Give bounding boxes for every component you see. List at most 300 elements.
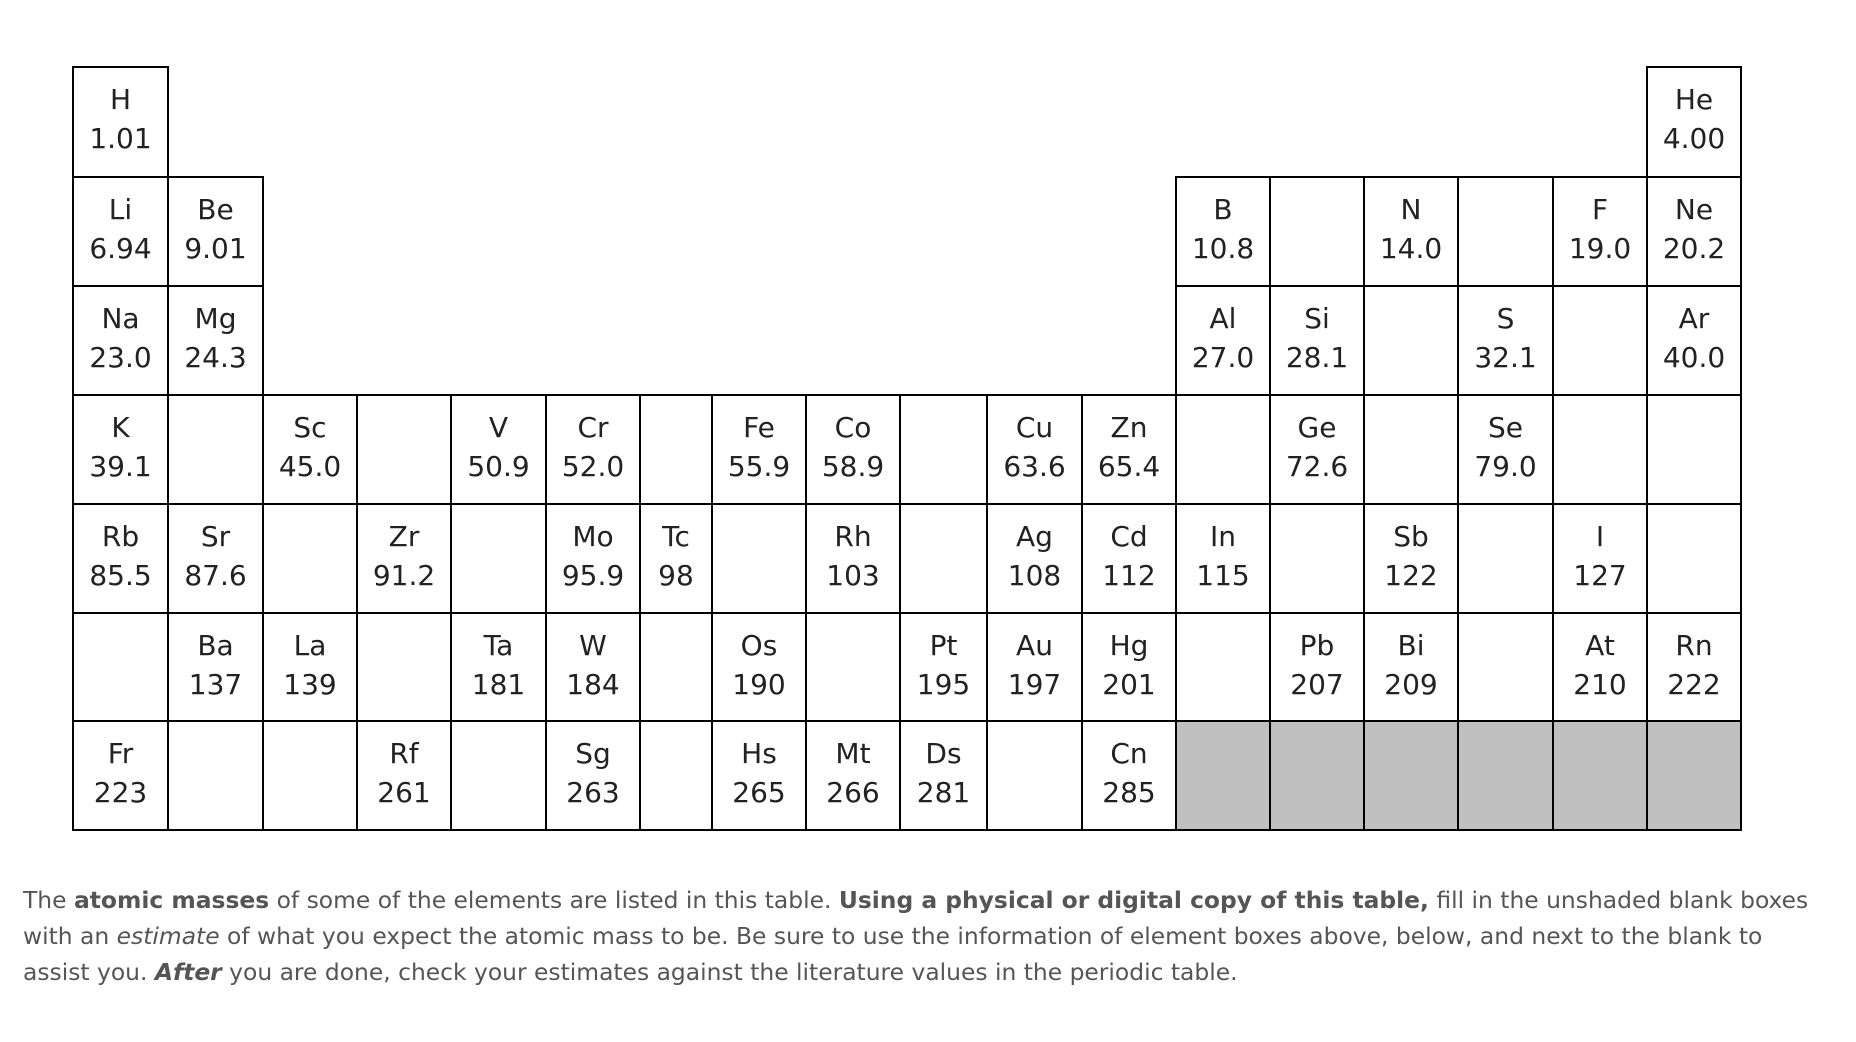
blank-element-cell bbox=[712, 504, 806, 613]
element-symbol: Rn bbox=[1675, 629, 1713, 662]
element-symbol: Cd bbox=[1110, 520, 1148, 553]
element-cell-hs bbox=[712, 721, 806, 830]
grid-line bbox=[1269, 612, 1271, 722]
element-cell-ba bbox=[168, 613, 263, 721]
element-cell-k bbox=[73, 395, 168, 504]
blank-element-cell bbox=[1458, 504, 1553, 613]
grid-line bbox=[167, 394, 264, 396]
grid-line bbox=[1740, 394, 1742, 505]
grid-line bbox=[1175, 720, 1177, 831]
grid-line bbox=[450, 394, 547, 396]
grid-line bbox=[262, 503, 358, 505]
atomic-mass: 55.9 bbox=[727, 450, 791, 483]
element-symbol: N bbox=[1400, 193, 1422, 226]
atomic-mass: 58.9 bbox=[821, 450, 885, 483]
atomic-mass: 40.0 bbox=[1662, 341, 1726, 374]
grid-line bbox=[450, 829, 547, 831]
atomic-mass: 65.4 bbox=[1097, 450, 1161, 483]
blank-element-cell bbox=[1270, 177, 1364, 286]
instructions-italic-estimate: estimate bbox=[116, 922, 220, 950]
grid-line bbox=[167, 612, 264, 614]
element-symbol: Ne bbox=[1674, 193, 1714, 226]
grid-line bbox=[72, 503, 74, 614]
grid-line bbox=[639, 503, 713, 505]
element-cell-ar bbox=[1647, 286, 1741, 395]
grid-line bbox=[72, 285, 169, 287]
grid-line bbox=[356, 503, 452, 505]
blank-element-cell bbox=[451, 504, 546, 613]
blank-element-cell bbox=[806, 613, 900, 721]
shaded-cell bbox=[1553, 721, 1647, 830]
atomic-mass: 14.0 bbox=[1379, 232, 1443, 265]
grid-line bbox=[1269, 394, 1271, 505]
grid-line bbox=[899, 612, 988, 614]
grid-line bbox=[1081, 720, 1083, 831]
element-symbol: Ds bbox=[925, 737, 962, 770]
atomic-mass: 190 bbox=[732, 668, 786, 701]
element-cell-sr bbox=[168, 504, 263, 613]
grid-line bbox=[639, 503, 641, 614]
grid-line bbox=[1646, 176, 1742, 178]
blank-element-cell bbox=[263, 721, 357, 830]
element-symbol: Cr bbox=[577, 411, 609, 444]
grid-line bbox=[72, 612, 74, 722]
element-symbol: Cu bbox=[1015, 411, 1054, 444]
grid-line bbox=[72, 176, 74, 287]
atomic-mass: 210 bbox=[1573, 668, 1627, 701]
grid-line bbox=[1457, 285, 1554, 287]
grid-line bbox=[1081, 394, 1177, 396]
grid-line bbox=[986, 720, 1083, 722]
element-cell-os bbox=[712, 613, 806, 721]
grid-line bbox=[711, 612, 807, 614]
element-cell-li bbox=[73, 177, 168, 286]
element-cell-be bbox=[168, 177, 263, 286]
grid-line bbox=[1457, 829, 1554, 831]
grid-line bbox=[805, 612, 901, 614]
grid-line bbox=[1552, 503, 1648, 505]
atomic-mass: 19.0 bbox=[1568, 232, 1632, 265]
grid-line bbox=[1646, 503, 1648, 614]
grid-line bbox=[986, 394, 1083, 396]
grid-line bbox=[1552, 720, 1554, 831]
element-symbol: Sr bbox=[200, 520, 231, 553]
blank-element-cell bbox=[1647, 395, 1741, 504]
element-symbol: W bbox=[579, 629, 607, 662]
atomic-mass: 1.01 bbox=[89, 122, 152, 155]
atomic-mass: 108 bbox=[1007, 559, 1062, 592]
grid-line bbox=[1646, 66, 1742, 68]
grid-line bbox=[72, 66, 169, 68]
element-symbol: Zr bbox=[388, 520, 420, 553]
grid-line bbox=[1646, 66, 1648, 178]
grid-line bbox=[1552, 394, 1554, 505]
instructions-text: fill in the unshaded blank boxes with an bbox=[23, 886, 1809, 950]
blank-element-cell bbox=[168, 395, 263, 504]
blank-element-cell bbox=[1553, 286, 1647, 395]
element-symbol: Zn bbox=[1110, 411, 1148, 444]
grid-line bbox=[639, 612, 641, 722]
element-cell-zn bbox=[1082, 395, 1176, 504]
grid-line bbox=[1552, 176, 1554, 287]
grid-line bbox=[1175, 176, 1271, 178]
grid-line bbox=[1363, 612, 1459, 614]
grid-line bbox=[639, 394, 713, 396]
element-cell-mt bbox=[806, 721, 900, 830]
element-symbol: Ge bbox=[1297, 411, 1337, 444]
grid-line bbox=[805, 720, 901, 722]
element-symbol: I bbox=[1595, 520, 1605, 553]
atomic-mass: 79.0 bbox=[1474, 450, 1537, 483]
element-symbol: Ag bbox=[1016, 520, 1053, 553]
grid-line bbox=[167, 176, 264, 178]
grid-line bbox=[450, 612, 547, 614]
atomic-mass: 223 bbox=[93, 776, 148, 809]
blank-element-cell bbox=[1458, 613, 1553, 721]
element-symbol: Be bbox=[197, 193, 234, 226]
grid-line bbox=[1646, 720, 1648, 831]
atomic-mass: 91.2 bbox=[372, 559, 436, 592]
grid-line bbox=[72, 394, 169, 396]
element-cell-ne bbox=[1647, 177, 1741, 286]
grid-line bbox=[1269, 720, 1365, 722]
grid-line bbox=[805, 829, 901, 831]
instructions-paragraph bbox=[23, 882, 1835, 990]
grid-line bbox=[72, 720, 169, 722]
atomic-mass: 6.94 bbox=[89, 232, 152, 265]
instructions-text: The bbox=[23, 886, 74, 914]
grid-line bbox=[545, 394, 641, 396]
element-cell-hg bbox=[1082, 613, 1176, 721]
grid-line bbox=[167, 66, 169, 178]
grid-line bbox=[262, 285, 264, 396]
grid-line bbox=[262, 503, 264, 614]
atomic-mass: 72.6 bbox=[1285, 450, 1349, 483]
grid-line bbox=[1646, 612, 1648, 722]
grid-line bbox=[1175, 612, 1271, 614]
atomic-mass: 137 bbox=[188, 668, 243, 701]
grid-line bbox=[1740, 285, 1742, 396]
shaded-cell bbox=[1458, 721, 1553, 830]
blank-element-cell bbox=[1553, 395, 1647, 504]
grid-line bbox=[167, 720, 264, 722]
grid-line bbox=[1646, 285, 1742, 287]
element-symbol: Hg bbox=[1109, 629, 1149, 662]
atomic-mass: 112 bbox=[1102, 559, 1156, 592]
grid-line bbox=[1552, 612, 1554, 722]
grid-line bbox=[356, 394, 452, 396]
grid-line bbox=[1269, 720, 1271, 831]
blank-element-cell bbox=[900, 504, 987, 613]
grid-line bbox=[356, 394, 358, 505]
grid-line bbox=[1081, 612, 1083, 722]
grid-line bbox=[639, 612, 713, 614]
grid-line bbox=[986, 503, 1083, 505]
grid-line bbox=[986, 612, 1083, 614]
grid-line bbox=[72, 176, 169, 178]
atomic-mass: 27.0 bbox=[1191, 341, 1255, 374]
grid-line bbox=[1081, 394, 1083, 505]
atomic-mass: 266 bbox=[826, 776, 880, 809]
grid-line bbox=[1646, 829, 1742, 831]
element-symbol: At bbox=[1585, 629, 1615, 662]
grid-line bbox=[1363, 285, 1365, 396]
atomic-mass: 85.5 bbox=[89, 559, 152, 592]
element-symbol: Rb bbox=[101, 520, 140, 553]
grid-line bbox=[1269, 503, 1271, 614]
element-cell-cr bbox=[546, 395, 640, 504]
element-cell-he bbox=[1647, 67, 1741, 177]
grid-line bbox=[711, 503, 807, 505]
element-symbol: He bbox=[1674, 83, 1714, 116]
grid-line bbox=[986, 612, 988, 722]
instructions-bold-atomic-masses: atomic masses bbox=[73, 886, 270, 914]
atomic-mass: 103 bbox=[826, 559, 880, 592]
grid-line bbox=[711, 720, 807, 722]
grid-line bbox=[167, 612, 169, 722]
element-symbol: Ba bbox=[197, 629, 234, 662]
element-symbol: V bbox=[488, 411, 509, 444]
element-cell-tc bbox=[640, 504, 712, 613]
blank-element-cell bbox=[640, 613, 712, 721]
grid-line bbox=[805, 394, 901, 396]
blank-element-cell bbox=[640, 395, 712, 504]
element-symbol: Os bbox=[740, 629, 778, 662]
element-symbol: Mt bbox=[835, 737, 871, 770]
grid-line bbox=[545, 503, 641, 505]
grid-line bbox=[639, 720, 641, 831]
element-cell-ta bbox=[451, 613, 546, 721]
grid-line bbox=[711, 503, 713, 614]
grid-line bbox=[1552, 285, 1648, 287]
atomic-mass: 285 bbox=[1102, 776, 1156, 809]
grid-line bbox=[356, 829, 452, 831]
grid-line bbox=[711, 612, 713, 722]
grid-line bbox=[356, 612, 358, 722]
element-cell-co bbox=[806, 395, 900, 504]
element-cell-w bbox=[546, 613, 640, 721]
element-symbol: B bbox=[1213, 193, 1233, 226]
element-cell-zr bbox=[357, 504, 451, 613]
grid-line bbox=[1457, 503, 1554, 505]
grid-line bbox=[1457, 720, 1459, 831]
atomic-mass: 263 bbox=[566, 776, 620, 809]
grid-line bbox=[1175, 394, 1271, 396]
grid-line bbox=[711, 394, 807, 396]
element-symbol: Tc bbox=[662, 520, 690, 553]
element-symbol: Sg bbox=[575, 737, 611, 770]
instructions-bold-copy: Using a physical or digital copy of this table, bbox=[838, 886, 1429, 914]
atomic-mass: 115 bbox=[1196, 559, 1250, 592]
grid-line bbox=[72, 394, 74, 505]
grid-line bbox=[1269, 176, 1271, 287]
atomic-mass: 32.1 bbox=[1474, 341, 1537, 374]
grid-line bbox=[711, 394, 713, 505]
blank-element-cell bbox=[168, 721, 263, 830]
grid-line bbox=[545, 720, 641, 722]
grid-line bbox=[545, 394, 547, 505]
grid-line bbox=[545, 829, 641, 831]
element-symbol: Hs bbox=[741, 737, 777, 770]
atomic-mass: 95.9 bbox=[561, 559, 625, 592]
grid-line bbox=[1175, 503, 1177, 614]
grid-line bbox=[1740, 176, 1742, 287]
grid-line bbox=[72, 503, 169, 505]
grid-line bbox=[262, 612, 264, 722]
atomic-mass: 9.01 bbox=[184, 232, 247, 265]
element-symbol: Au bbox=[1016, 629, 1053, 662]
element-symbol: Ta bbox=[483, 629, 514, 662]
grid-line bbox=[1457, 285, 1459, 396]
grid-line bbox=[1175, 285, 1177, 396]
grid-line bbox=[1646, 503, 1742, 505]
element-cell-fe bbox=[712, 395, 806, 504]
blank-element-cell bbox=[1176, 395, 1270, 504]
grid-line bbox=[1175, 720, 1271, 722]
grid-line bbox=[1363, 612, 1365, 722]
grid-line bbox=[356, 720, 452, 722]
atomic-mass: 281 bbox=[916, 776, 971, 809]
blank-element-cell bbox=[451, 721, 546, 830]
grid-line bbox=[1646, 394, 1742, 396]
element-symbol: Al bbox=[1209, 302, 1237, 335]
grid-line bbox=[899, 394, 901, 505]
grid-line bbox=[1269, 285, 1365, 287]
element-cell-ge bbox=[1270, 395, 1364, 504]
element-symbol: Mg bbox=[194, 302, 237, 335]
grid-line bbox=[899, 612, 901, 722]
grid-line bbox=[1363, 720, 1459, 722]
element-symbol: Rh bbox=[834, 520, 872, 553]
element-symbol: In bbox=[1209, 520, 1236, 553]
element-cell-cn bbox=[1082, 721, 1176, 830]
grid-line bbox=[1363, 503, 1365, 614]
grid-line bbox=[899, 829, 988, 831]
grid-line bbox=[1457, 394, 1554, 396]
atomic-mass: 28.1 bbox=[1285, 341, 1349, 374]
element-symbol: Li bbox=[108, 193, 133, 226]
grid-line bbox=[899, 720, 901, 831]
atomic-mass: 207 bbox=[1290, 668, 1344, 701]
element-cell-h bbox=[73, 67, 168, 177]
grid-line bbox=[1552, 720, 1648, 722]
grid-line bbox=[711, 720, 713, 831]
grid-line bbox=[450, 503, 547, 505]
grid-line bbox=[1457, 394, 1459, 505]
element-symbol: Sc bbox=[293, 411, 327, 444]
shaded-cell bbox=[1364, 721, 1458, 830]
grid-line bbox=[1457, 720, 1554, 722]
element-symbol: K bbox=[111, 411, 130, 444]
grid-line bbox=[1552, 394, 1648, 396]
element-cell-pb bbox=[1270, 613, 1364, 721]
grid-line bbox=[805, 503, 807, 614]
element-cell-cd bbox=[1082, 504, 1176, 613]
element-symbol: La bbox=[293, 629, 327, 662]
element-cell-sc bbox=[263, 395, 357, 504]
grid-line bbox=[1646, 720, 1742, 722]
grid-line bbox=[1740, 503, 1742, 614]
grid-line bbox=[1175, 394, 1177, 505]
blank-element-cell bbox=[1270, 504, 1364, 613]
grid-line bbox=[262, 394, 264, 505]
grid-line bbox=[899, 503, 901, 614]
element-symbol: Cn bbox=[1110, 737, 1148, 770]
blank-element-cell bbox=[357, 613, 451, 721]
grid-line bbox=[1552, 612, 1648, 614]
blank-element-cell bbox=[1364, 286, 1458, 395]
atomic-mass: 222 bbox=[1667, 668, 1721, 701]
grid-line bbox=[1552, 503, 1554, 614]
grid-line bbox=[1457, 503, 1459, 614]
grid-line bbox=[262, 394, 358, 396]
element-cell-bi bbox=[1364, 613, 1458, 721]
blank-element-cell bbox=[357, 395, 451, 504]
grid-line bbox=[639, 829, 713, 831]
grid-line bbox=[356, 720, 358, 831]
element-cell-s bbox=[1458, 286, 1553, 395]
element-cell-se bbox=[1458, 395, 1553, 504]
grid-line bbox=[1269, 503, 1365, 505]
element-symbol: Se bbox=[1488, 411, 1523, 444]
blank-element-cell bbox=[1364, 395, 1458, 504]
grid-line bbox=[1081, 720, 1177, 722]
grid-line bbox=[72, 285, 74, 396]
grid-line bbox=[72, 612, 169, 614]
atomic-mass: 181 bbox=[471, 668, 526, 701]
grid-line bbox=[1363, 285, 1459, 287]
grid-line bbox=[450, 503, 452, 614]
grid-line bbox=[1552, 285, 1554, 396]
grid-line bbox=[805, 720, 807, 831]
grid-line bbox=[262, 612, 358, 614]
grid-line bbox=[1457, 612, 1554, 614]
grid-line bbox=[1740, 612, 1742, 722]
atomic-mass: 184 bbox=[566, 668, 620, 701]
grid-line bbox=[356, 503, 358, 614]
grid-line bbox=[167, 285, 169, 396]
grid-line bbox=[805, 394, 807, 505]
element-symbol: Pb bbox=[1299, 629, 1335, 662]
atomic-mass: 87.6 bbox=[184, 559, 247, 592]
element-symbol: Si bbox=[1304, 302, 1330, 335]
element-symbol: Rf bbox=[389, 737, 419, 770]
grid-line bbox=[899, 394, 988, 396]
grid-line bbox=[1363, 394, 1459, 396]
grid-line bbox=[1175, 612, 1177, 722]
grid-line bbox=[72, 829, 169, 831]
grid-line bbox=[262, 720, 358, 722]
atomic-mass: 265 bbox=[732, 776, 786, 809]
blank-element-cell bbox=[73, 613, 168, 721]
element-cell-na bbox=[73, 286, 168, 395]
atomic-mass: 39.1 bbox=[89, 450, 152, 483]
element-cell-al bbox=[1176, 286, 1270, 395]
atomic-mass: 50.9 bbox=[467, 450, 530, 483]
grid-line bbox=[899, 720, 988, 722]
instructions-text: of some of the elements are listed in this table. bbox=[269, 886, 839, 914]
element-cell-rb bbox=[73, 504, 168, 613]
blank-element-cell bbox=[263, 504, 357, 613]
shaded-cell bbox=[1270, 721, 1364, 830]
element-cell-n bbox=[1364, 177, 1458, 286]
grid-line bbox=[262, 829, 358, 831]
atomic-mass: 139 bbox=[283, 668, 337, 701]
grid-line bbox=[1552, 176, 1648, 178]
shaded-cell bbox=[1176, 721, 1270, 830]
grid-line bbox=[1363, 829, 1459, 831]
grid-line bbox=[1457, 176, 1554, 178]
